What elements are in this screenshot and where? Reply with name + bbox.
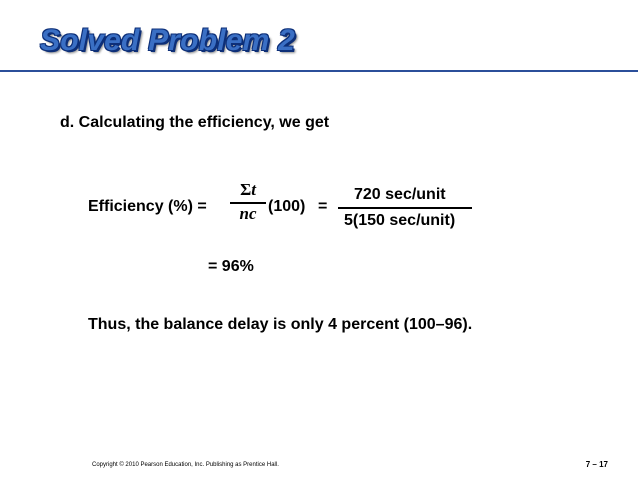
conclusion-text: Thus, the balance delay is only 4 percent (100–96). — [88, 316, 473, 333]
efficiency-label: Efficiency (%) = — [88, 198, 207, 215]
factor-100: (100) — [268, 198, 306, 215]
page-number: 7 – 17 — [585, 460, 608, 469]
rhs-fraction-bar — [338, 207, 472, 209]
item-d-text: d. Calculating the efficiency, we get — [60, 114, 330, 131]
numerator-variable: t — [251, 180, 256, 199]
sigma-symbol: Σ — [240, 180, 252, 199]
fraction-denominator: nc — [239, 204, 257, 223]
rhs-numerator: 720 sec/unit — [354, 186, 446, 203]
equals-sign: = — [318, 198, 328, 215]
copyright-footer: Copyright © 2010 Pearson Education, Inc. Publishing as Prentice Hall. — [92, 462, 279, 468]
fraction-numerator — [232, 180, 264, 200]
efficiency-result: = 96% — [208, 258, 254, 275]
title-divider — [0, 70, 638, 72]
rhs-denominator: 5(150 sec/unit) — [344, 212, 456, 229]
slide-title: Solved Problem 2 — [40, 24, 295, 57]
